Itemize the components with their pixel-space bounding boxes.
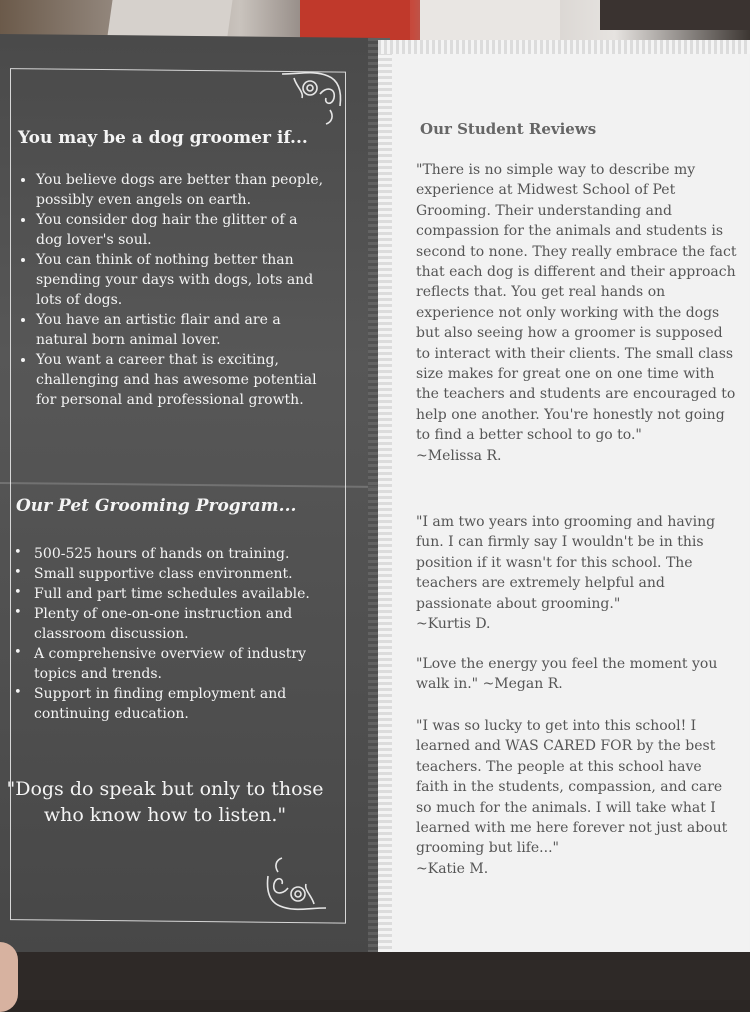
program-heading: Our Pet Grooming Program... <box>16 496 297 516</box>
dog-groomer-heading: You may be a dog groomer if... <box>18 128 308 148</box>
review-katie <box>416 716 738 879</box>
list-item: • You consider dog hair the glitter of a dog lover's soul. <box>36 210 328 250</box>
table-surface <box>0 952 750 1000</box>
list-item: • Support in finding employment and continuing education. <box>26 684 326 724</box>
list-item: • 500-525 hours of hands on training. <box>26 544 326 564</box>
review-megan <box>416 654 738 695</box>
background-object <box>600 0 750 30</box>
review-author: ~Kurtis D. <box>416 616 491 633</box>
list-item: • You believe dogs are better than people, possibly even angels on earth. <box>36 170 328 210</box>
list-item: • Plenty of one-on-one instruction and classroom discussion. <box>26 604 326 644</box>
corner-flourish-icon <box>280 66 344 130</box>
student-reviews-heading: Our Student Reviews <box>420 120 597 138</box>
background-object <box>300 0 410 42</box>
program-list <box>10 544 326 724</box>
list-item: • Small supportive class environment. <box>26 564 326 584</box>
dog-quote: "Dogs do speak but only to those who know how to listen." <box>6 778 324 826</box>
review-author: ~Katie M. <box>416 860 489 877</box>
dog-groomer-traits-list <box>14 170 328 410</box>
review-author: ~Melissa R. <box>416 447 502 464</box>
review-kurtis <box>416 512 738 634</box>
list-item: • You want a career that is exciting, challenging and has awesome potential for personal and professional growth. <box>36 350 328 410</box>
background-object <box>420 0 560 40</box>
list-item: • A comprehensive overview of industry topics and trends. <box>26 644 326 684</box>
review-text: "Love the energy you feel the moment you walk in." ~Megan R. <box>416 656 718 693</box>
review-text: "There is no simple way to describe my experience at Midwest School of Pet Grooming. Their understanding and compassion for the animals and students is second to none. They really embrace the fact that each dog is different and their approach reflects that. You get real hands on experience not only working with the dogs but also seeing how a groomer is supposed to interact with their clients. The small class size makes for great one on one time with the teachers and students are encouraged to help one another. You're honestly not going to find a better school to go to." <box>416 162 737 444</box>
list-item: • You can think of nothing better than spending your days with dogs, lots and lots of dogs. <box>36 250 328 310</box>
corner-flourish-icon <box>264 852 328 916</box>
review-text: "I was so lucky to get into this school! I learned and WAS CARED FOR by the best teachers. The people at this school have faith in the students, compassion, and care so much for the animals. I will take what I learned with me here forever not just about grooming but life..." <box>416 718 728 857</box>
list-item: • Full and part time schedules available. <box>26 584 326 604</box>
background-object <box>107 0 232 36</box>
finger <box>0 942 18 1012</box>
review-melissa <box>416 160 738 466</box>
list-item: • You have an artistic flair and are a natural born animal lover. <box>36 310 328 350</box>
review-text: "I am two years into grooming and having fun. I can firmly say I wouldn't be in this position if it wasn't for this school. The teachers are extremely helpful and passionate about grooming." <box>416 514 716 612</box>
